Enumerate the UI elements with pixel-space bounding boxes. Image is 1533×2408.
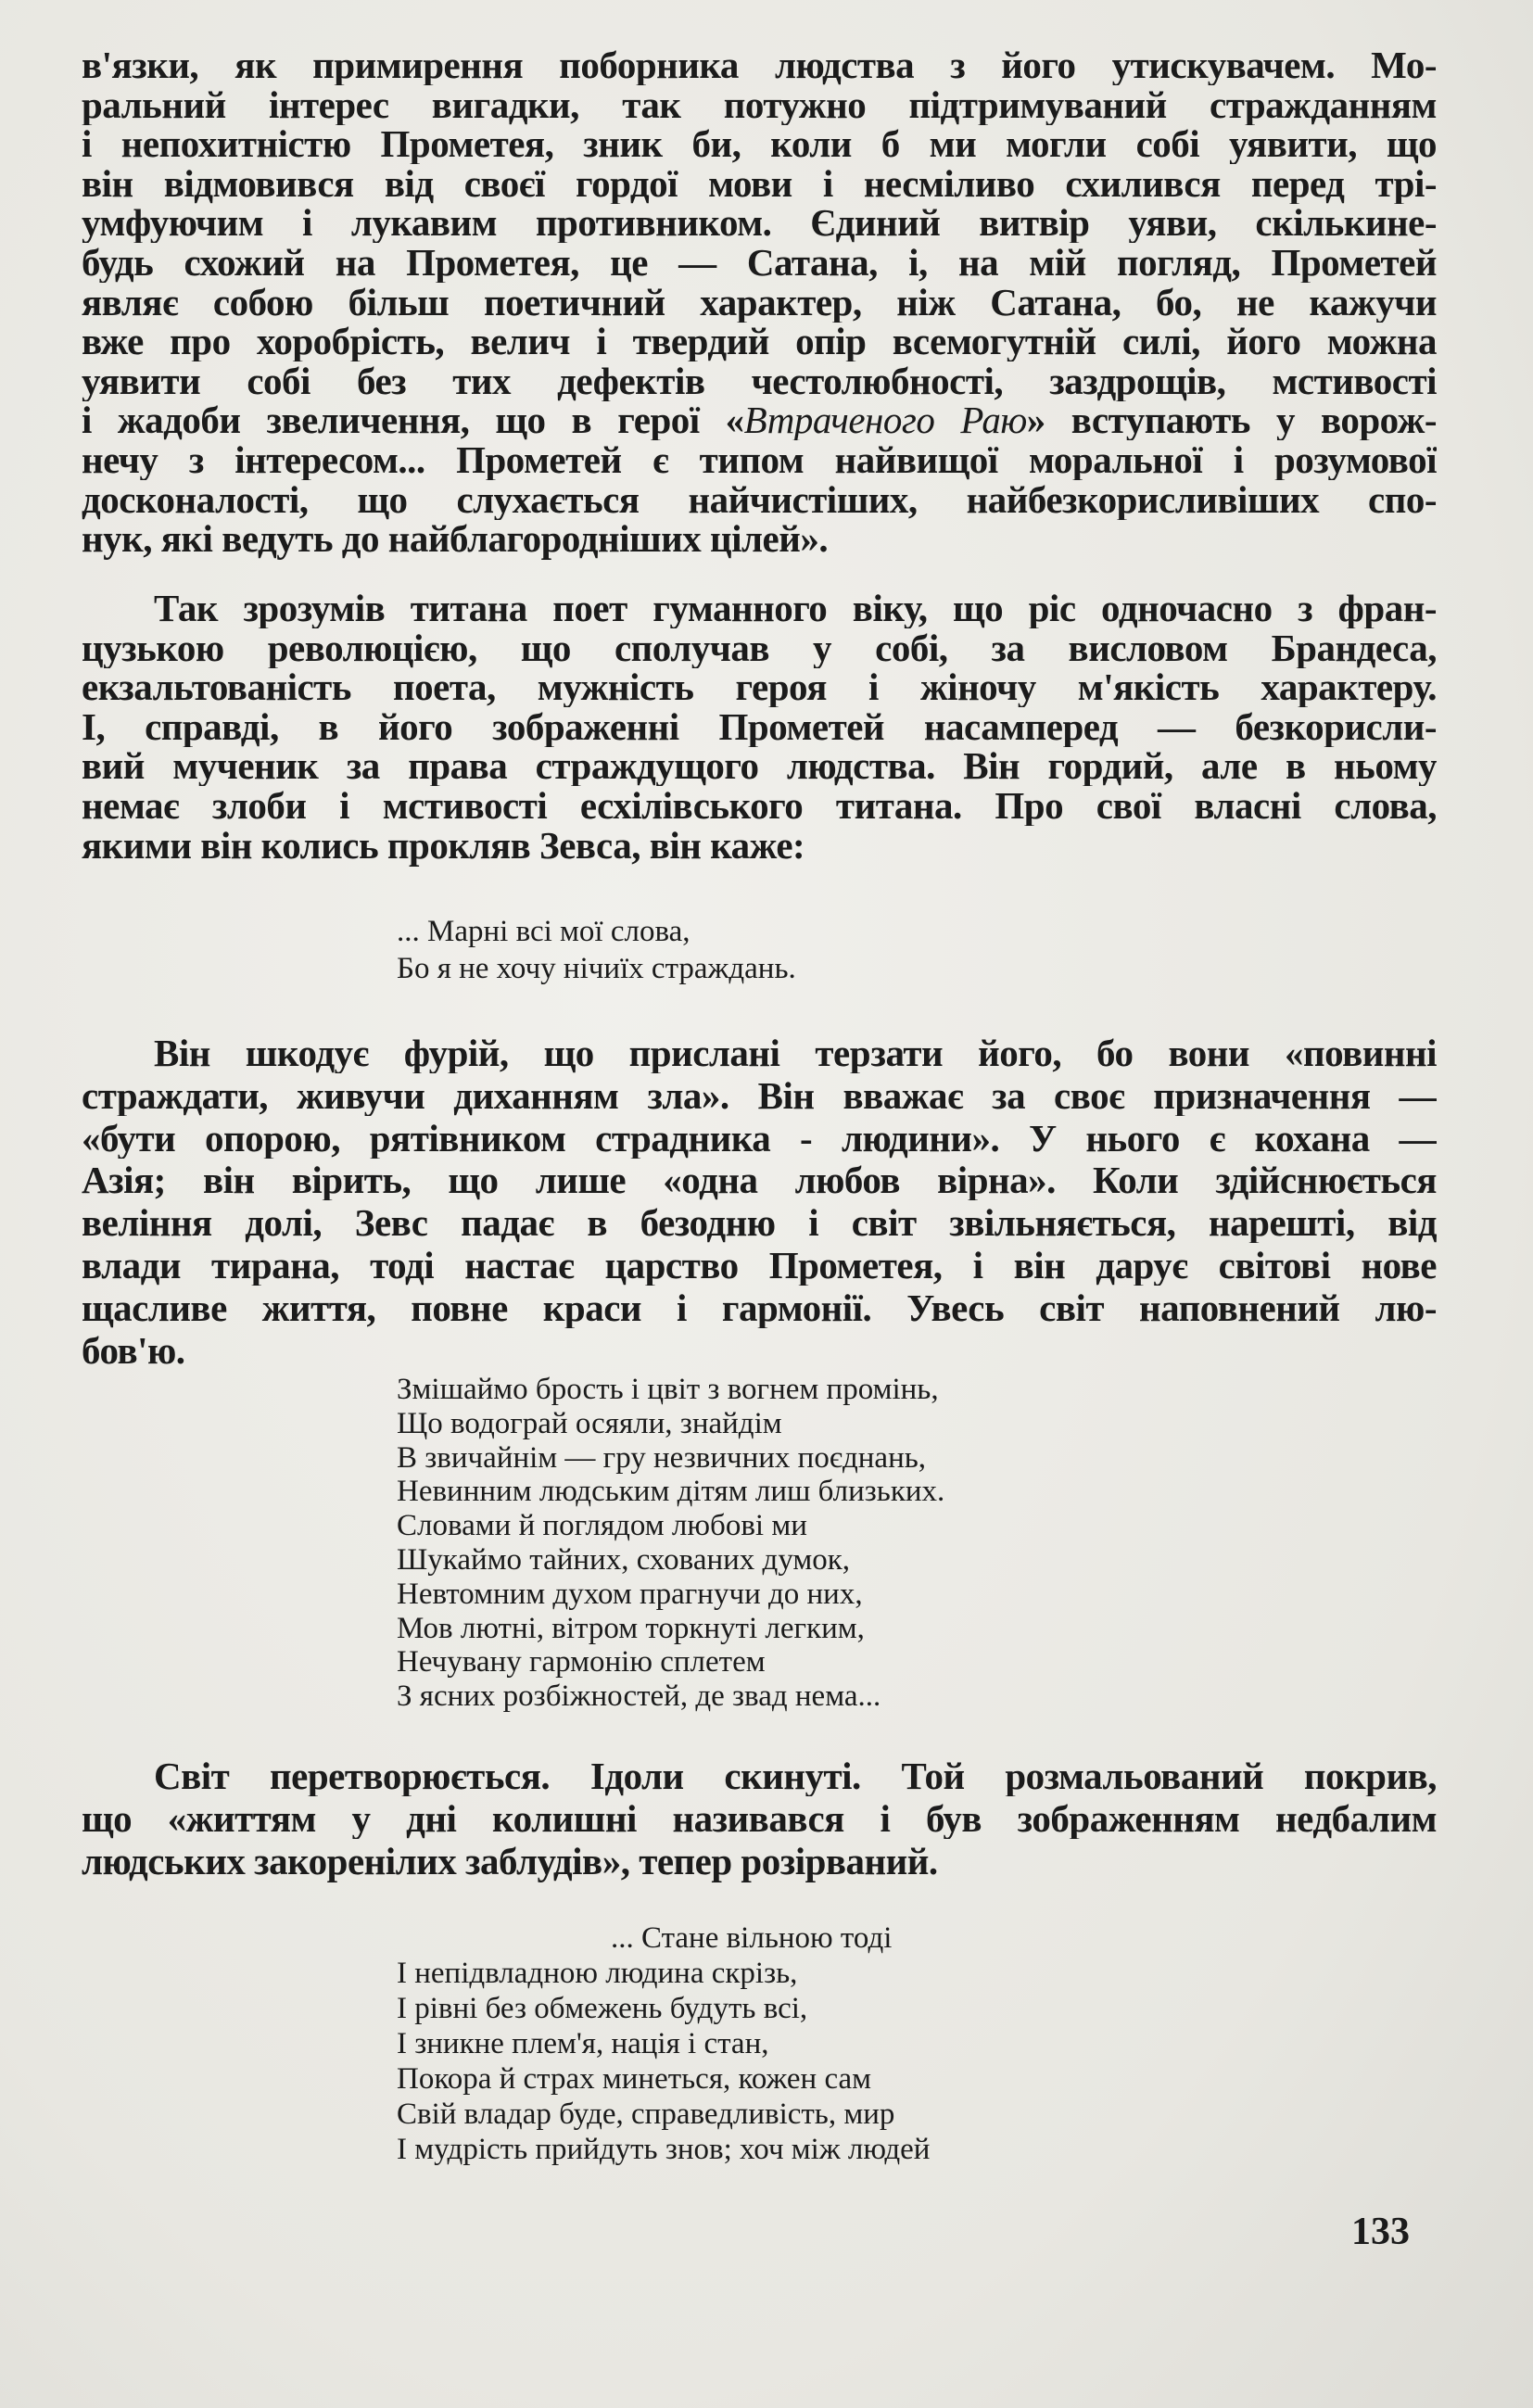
page-number: 133 bbox=[1351, 2211, 1410, 2253]
text-line: Так зрозумів титана поет гуманного віку, що ріс одночасно з фран- bbox=[154, 588, 1437, 628]
text-line: в'язки, як примирення поборника людства з його утискувачем. Мо- bbox=[82, 44, 1437, 85]
text-line: немає злоби і мстивості есхілівського титана. Про свої власні слова, bbox=[82, 785, 1437, 826]
text-line: якими він колись прокляв Зевса, він каже: bbox=[82, 823, 805, 867]
text-line: З ясних розбіжностей, де звад нема... bbox=[397, 1679, 881, 1714]
text-line: Бо я не хочу нічиїх страждань. bbox=[397, 952, 796, 985]
text-line: В звичайнім — гру незвичних поєднань, bbox=[397, 1440, 927, 1475]
text-line: людських закоренілих заблудів», тепер розірваний. bbox=[82, 1840, 938, 1882]
text-line: екзальтованість поета, мужність героя і жіночу м'якість характеру. bbox=[82, 666, 1437, 708]
text-line: бов'ю. bbox=[82, 1328, 185, 1372]
text-line: уявити собі без тих дефектів честолюбності, заздрощів, мстивості bbox=[82, 360, 1437, 401]
text-line: Азія; він вірить, що лише «одна любов вірна». Коли здійснюється bbox=[82, 1160, 1437, 1201]
text-line: страждати, живучи диханням зла». Він вважає за своє призначення — bbox=[82, 1074, 1437, 1116]
text-line: ральний інтерес вигадки, так потужно підтримуваний стражданням bbox=[82, 83, 1437, 125]
text-line: що «життям у дні колишні називався і був зображенням недбалим bbox=[82, 1798, 1437, 1839]
text-line: І, справді, в його зображенні Прометей насамперед — безкорисли- bbox=[82, 705, 1437, 747]
text-line: Світ перетворюється. Ідоли скинуті. Той розмальований покрив, bbox=[154, 1755, 1437, 1796]
text-line: вий мученик за права страждущого людства. Він гордий, але в ньому bbox=[82, 745, 1437, 787]
text-line: вже про хоробрість, велич і твердий опір всемогутній силі, його можна bbox=[82, 321, 1437, 362]
book-title-italic: Втраченого Раю bbox=[743, 399, 1027, 441]
text-line: Нечувану гармонію сплетем bbox=[397, 1645, 766, 1679]
text-line: Невтомним духом прагнучи до них, bbox=[397, 1577, 863, 1611]
text-line: ... Марні всі мої слова, bbox=[397, 915, 690, 948]
text-line: являє собою більш поетичний характер, ніж Сатана, бо, не кажучи bbox=[82, 281, 1437, 323]
text-line: нук, які ведуть до найблагородніших цілей». bbox=[82, 517, 829, 561]
text-line: і непохитністю Прометея, зник би, коли б ми могли собі уявити, що bbox=[82, 123, 1437, 165]
text-line: і жадоби звеличення, що в герої «Втраченого Раю» вступають у ворож- bbox=[82, 399, 1437, 441]
text-line: Покора й страх минеться, кожен сам bbox=[397, 2062, 872, 2096]
text-line: веління долі, Зевс падає в безодню і світ звільняється, нарешті, від bbox=[82, 1202, 1437, 1244]
text-line: І рівні без обмежень будуть всі, bbox=[397, 1992, 808, 2025]
text-line: Свій владар буде, справедливість, мир bbox=[397, 2097, 895, 2131]
text-line: Невинним людським дітям лиш близьких. bbox=[397, 1475, 945, 1509]
text-line: щасливе життя, повне краси і гармонії. Увесь світ наповнений лю- bbox=[82, 1286, 1437, 1328]
text-line: нечу з інтересом... Прометей є типом найвищої моральної і розумової bbox=[82, 439, 1437, 480]
text-line: він відмовився від своєї гордої мови і несміливо схилився перед трі- bbox=[82, 162, 1437, 204]
text-line: ... Стане вільною тоді bbox=[611, 1921, 893, 1955]
text-line: влади тирана, тоді настає царство Прометея, і він дарує світові нове bbox=[82, 1245, 1437, 1286]
text-line: Мов лютні, вітром торкнуті легким, bbox=[397, 1611, 865, 1645]
text-line: Шукаймо тайних, схованих думок, bbox=[397, 1543, 851, 1577]
text-line: І непідвладною людина скрізь, bbox=[397, 1957, 798, 1990]
text-line: умфуючим і лукавим противником. Єдиний витвір уяви, скількине- bbox=[82, 202, 1437, 244]
text-line: будь схожий на Прометея, це — Сатана, і, на мій погляд, Прометей bbox=[82, 242, 1437, 283]
text-line: цузькою революцією, що сполучав у собі, за висловом Брандеса, bbox=[82, 627, 1437, 668]
text-line: «бути опорою, рятівником страдника - людини». У нього є кохана — bbox=[82, 1117, 1437, 1159]
text-line: І мудрість прийдуть знов; хоч між людей bbox=[397, 2133, 931, 2166]
text-line: Що водограй осяяли, знайдім bbox=[397, 1406, 782, 1440]
text-line: досконалості, що слухається найчистіших, найбезкорисливіших спо- bbox=[82, 478, 1437, 520]
text-line: І зникне плем'я, нація і стан, bbox=[397, 2027, 769, 2060]
text-line: Словами й поглядом любові ми bbox=[397, 1509, 807, 1543]
text-line: Він шкодує фурій, що прислані терзати його, бо вони «повинні bbox=[154, 1033, 1437, 1073]
text-line: Змішаймо брость і цвіт з вогнем промінь, bbox=[397, 1373, 939, 1406]
